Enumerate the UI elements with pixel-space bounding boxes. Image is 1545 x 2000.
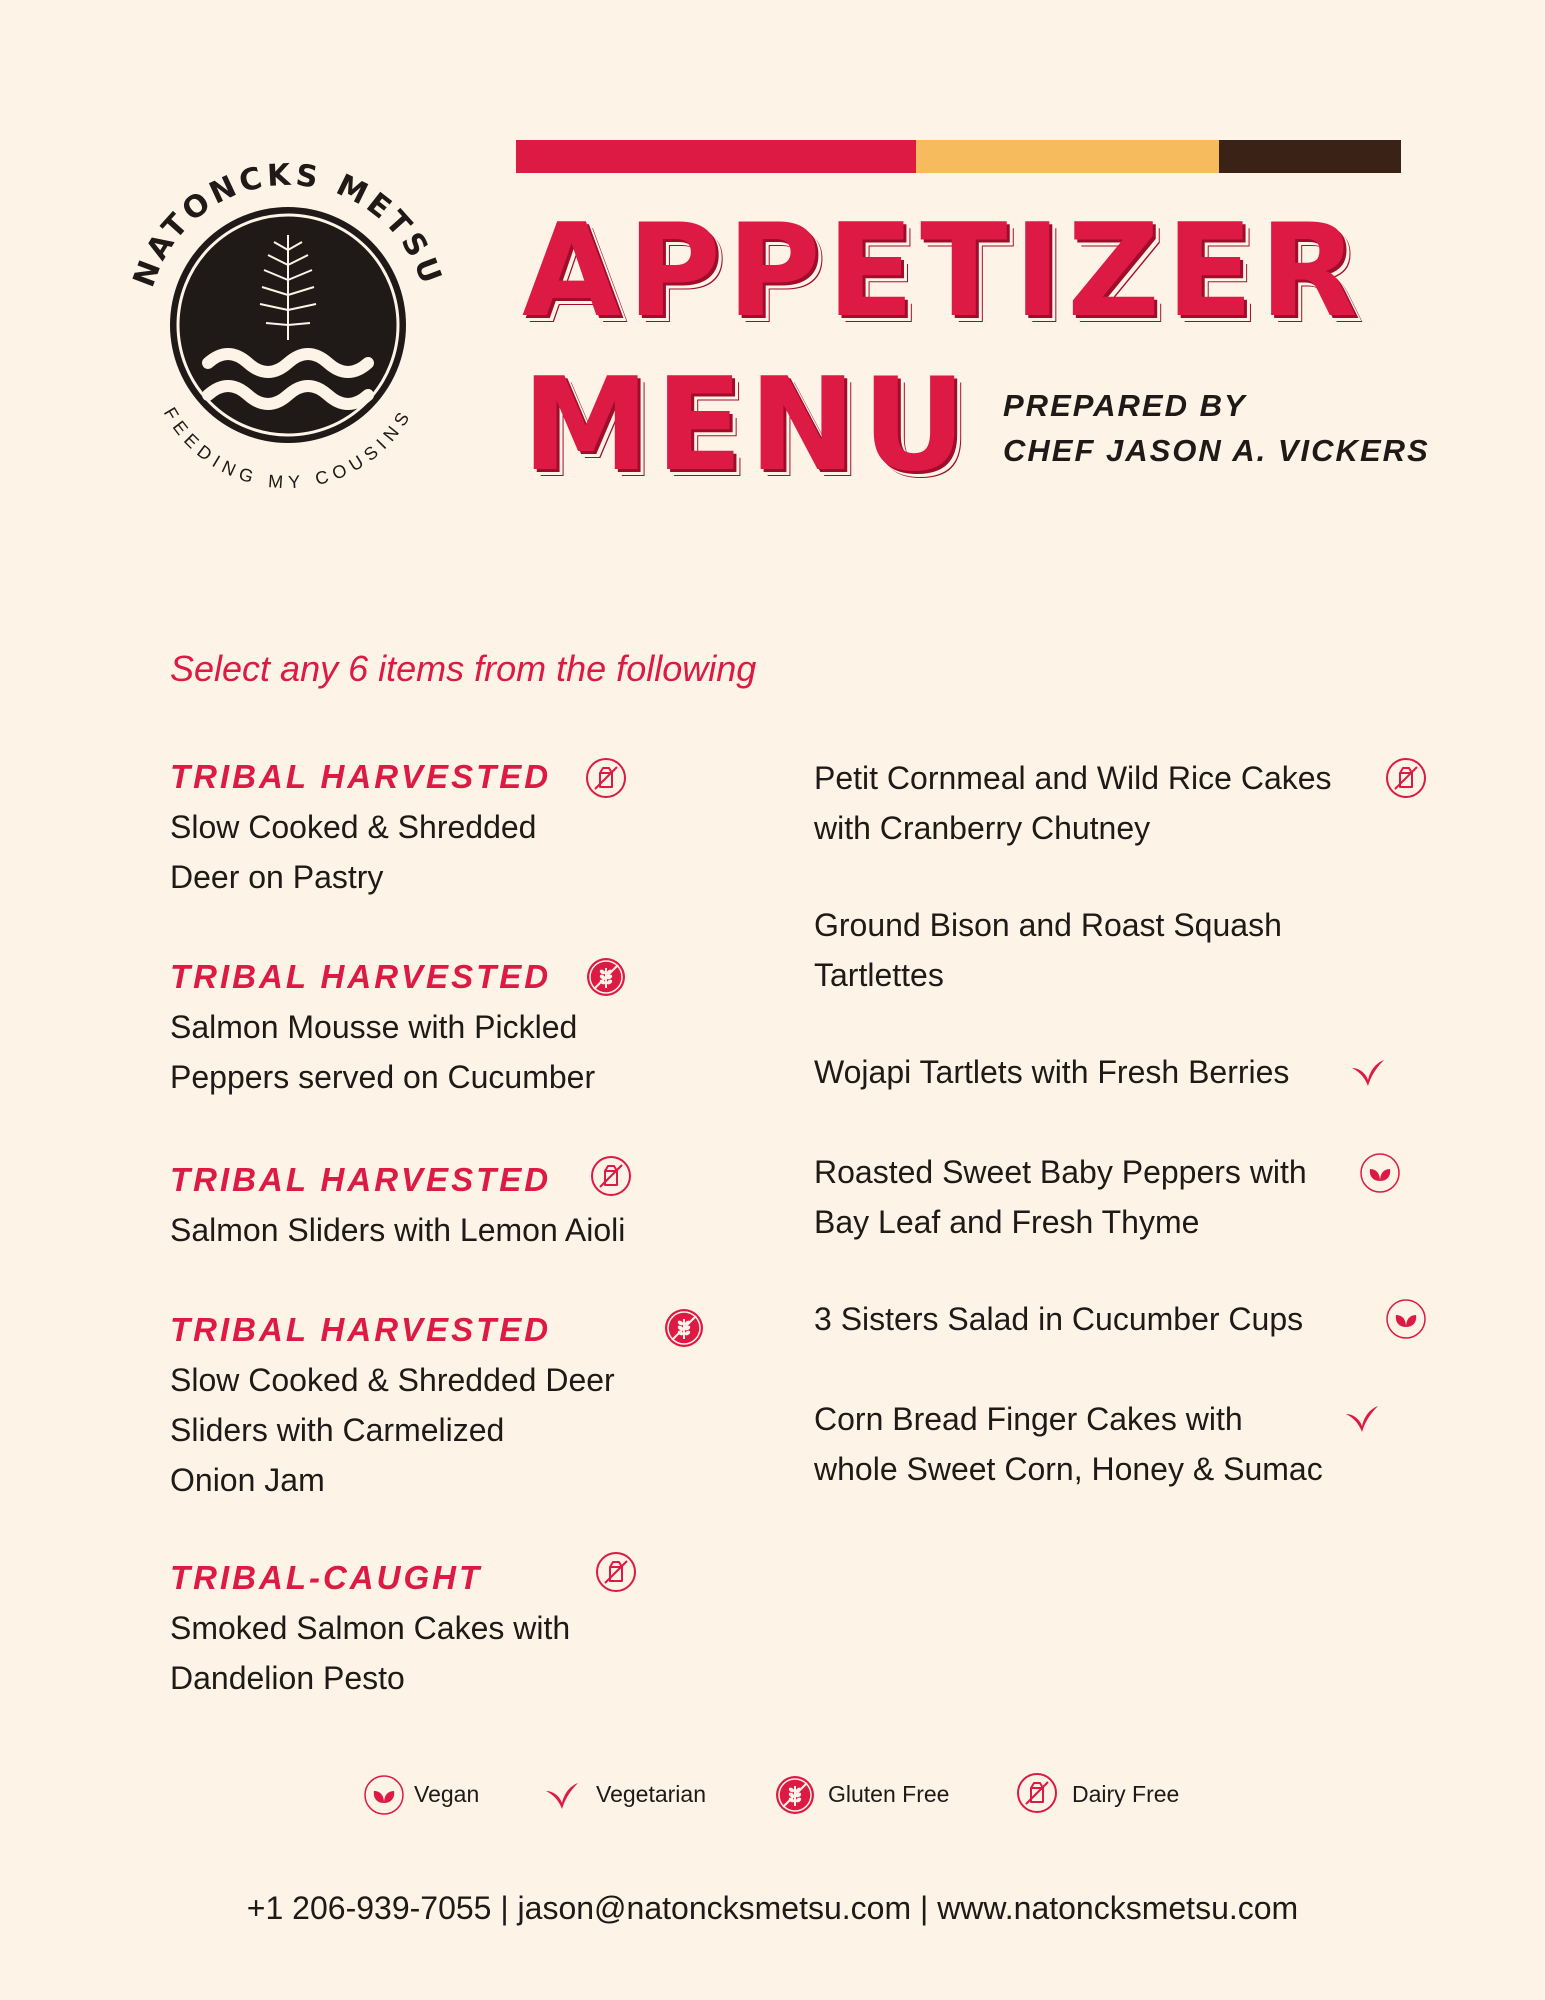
vegan-icon <box>362 1773 406 1817</box>
item-desc-line: Slow Cooked & Shredded Deer <box>170 1362 615 1398</box>
menu-item <box>814 1294 1303 1344</box>
gluten-free-icon <box>773 1773 817 1817</box>
menu-item <box>814 1047 1289 1097</box>
item-desc-line: Petit Cornmeal and Wild Rice Cakes <box>814 760 1332 796</box>
item-desc-line: Corn Bread Finger Cakes with <box>814 1401 1243 1437</box>
item-desc-line: Ground Bison and Roast Squash <box>814 907 1282 943</box>
menu-item <box>814 900 1282 1000</box>
accent-bar-brown <box>1219 140 1401 173</box>
item-desc-line: Onion Jam <box>170 1462 325 1498</box>
contact-footer: +1 206-939-7055 | jason@natoncksmetsu.com | www.natoncksmetsu.com <box>246 1890 1299 1926</box>
dairy-free-icon <box>1384 756 1428 800</box>
gluten-free-icon <box>584 955 628 999</box>
dairy-free-icon <box>594 1550 638 1594</box>
legend-gluten-free: Gluten Free <box>828 1781 950 1807</box>
item-tag: TRIBAL HARVESTED <box>170 758 552 795</box>
item-desc-line: Peppers served on Cucumber <box>170 1059 596 1095</box>
item-desc-line: Wojapi Tartlets with Fresh Berries <box>814 1054 1290 1090</box>
menu-item <box>814 1147 1307 1247</box>
accent-bar-yellow <box>916 140 1219 173</box>
vegetarian-icon <box>1346 1050 1390 1094</box>
logo-name: NATONCKS METSU <box>128 157 448 292</box>
dairy-free-icon <box>584 756 628 800</box>
dairy-free-icon <box>589 1154 633 1198</box>
gluten-free-icon <box>662 1306 706 1350</box>
vegan-icon <box>1384 1297 1428 1341</box>
item-desc-line: Smoked Salmon Cakes with <box>170 1610 571 1646</box>
legend-vegan: Vegan <box>414 1781 480 1807</box>
accent-bar-red <box>516 140 916 173</box>
item-desc-line: Deer on Pastry <box>170 859 384 895</box>
item-tag: TRIBAL HARVESTED <box>170 1161 552 1198</box>
menu-item <box>814 753 1332 853</box>
menu-item <box>170 752 551 902</box>
chef-name: CHEF JASON A. VICKERS <box>1003 433 1430 468</box>
item-tag: TRIBAL HARVESTED <box>170 1311 552 1348</box>
item-tag: TRIBAL HARVESTED <box>170 958 552 995</box>
item-desc-line: Sliders with Carmelized <box>170 1412 505 1448</box>
logo <box>128 150 448 490</box>
item-tag: TRIBAL-CAUGHT <box>170 1559 483 1596</box>
item-desc-line: Tartlettes <box>814 957 944 993</box>
dairy-free-icon <box>1015 1771 1059 1815</box>
item-desc-line: Slow Cooked & Shredded <box>170 809 537 845</box>
page-title-line2: MENU <box>522 351 972 500</box>
legend-vegetarian: Vegetarian <box>596 1781 706 1807</box>
item-desc-line: Salmon Sliders with Lemon Aioli <box>170 1212 626 1248</box>
item-desc-line: Salmon Mousse with Pickled <box>170 1009 578 1045</box>
menu-item <box>170 1553 570 1703</box>
item-desc-line: Bay Leaf and Fresh Thyme <box>814 1204 1200 1240</box>
item-desc-line: 3 Sisters Salad in Cucumber Cups <box>814 1301 1304 1337</box>
vegetarian-icon <box>1340 1396 1384 1440</box>
item-desc-line: Dandelion Pesto <box>170 1660 405 1696</box>
menu-item <box>814 1394 1323 1494</box>
menu-item <box>170 1305 615 1505</box>
menu-item <box>170 1155 625 1255</box>
item-desc-line: with Cranberry Chutney <box>814 810 1151 846</box>
menu-intro: Select any 6 items from the following <box>170 648 757 689</box>
vegan-icon <box>1358 1151 1402 1195</box>
legend-dairy-free: Dairy Free <box>1072 1781 1180 1807</box>
prepared-by-block <box>1003 383 1430 473</box>
item-desc-line: Roasted Sweet Baby Peppers with <box>814 1154 1307 1190</box>
vegetarian-icon <box>540 1773 584 1817</box>
logo-tagline: FEEDING MY COUSINS <box>159 403 417 490</box>
menu-item <box>170 952 595 1102</box>
page-title-line1: APPETIZER <box>522 197 1364 346</box>
prepared-by-label: PREPARED BY <box>1003 388 1247 423</box>
item-desc-line: whole Sweet Corn, Honey & Sumac <box>814 1451 1323 1487</box>
